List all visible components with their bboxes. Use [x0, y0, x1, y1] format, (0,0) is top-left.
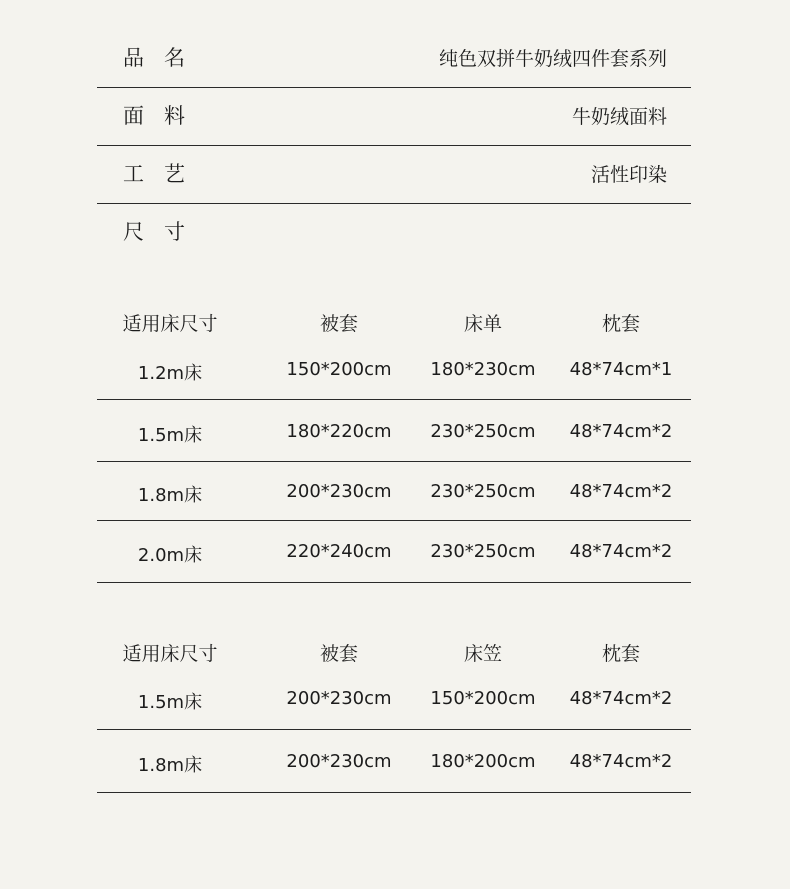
- table-cell: 150*200cm: [286, 359, 392, 380]
- header-cell: 枕套: [601, 643, 641, 665]
- table-row: [97, 345, 691, 400]
- spec-row-size: [97, 204, 691, 261]
- table-row: [97, 462, 691, 521]
- header-cell: 床笠: [463, 643, 503, 665]
- table-row: [97, 675, 691, 730]
- table-header: [97, 630, 691, 675]
- table-cell: 230*250cm: [430, 541, 536, 562]
- table-header: [97, 300, 691, 345]
- table-cell: 150*200cm: [430, 688, 536, 709]
- spec-row-fabric: [97, 88, 691, 146]
- table-cell: 48*74cm*2: [569, 421, 673, 442]
- table-cell: 48*74cm*1: [569, 359, 673, 380]
- header-cell: 枕套: [601, 313, 641, 335]
- spec-value: 纯色双拼牛奶绒四件套系列: [438, 48, 667, 70]
- table-cell: 200*230cm: [286, 688, 392, 709]
- table-row: [97, 521, 691, 583]
- size-table-fitted: [97, 630, 691, 793]
- spec-label: 面料: [123, 104, 205, 128]
- table-cell: 48*74cm*2: [569, 541, 673, 562]
- table-cell: 230*250cm: [430, 481, 536, 502]
- table-cell: 220*240cm: [286, 541, 392, 562]
- table-row: [97, 730, 691, 793]
- table-cell: 1.8m床: [137, 485, 203, 506]
- table-cell: 1.2m床: [137, 363, 203, 384]
- table-cell: 48*74cm*2: [569, 481, 673, 502]
- table-cell: 1.5m床: [137, 692, 203, 713]
- table-cell: 230*250cm: [430, 421, 536, 442]
- spec-list: [97, 30, 691, 261]
- table-cell: 1.5m床: [137, 425, 203, 446]
- table-cell: 2.0m床: [137, 545, 203, 566]
- header-cell: 床单: [463, 313, 503, 335]
- spec-label: 品名: [123, 46, 205, 70]
- table-cell: 200*230cm: [286, 481, 392, 502]
- spec-row-name: [97, 30, 691, 88]
- header-cell: 被套: [319, 313, 359, 335]
- table-row: [97, 400, 691, 462]
- spec-label: 尺寸: [123, 220, 205, 244]
- table-cell: 180*230cm: [430, 359, 536, 380]
- header-cell: 适用床尺寸: [122, 313, 218, 335]
- table-cell: 180*200cm: [430, 751, 536, 772]
- table-cell: 200*230cm: [286, 751, 392, 772]
- table-cell: 48*74cm*2: [569, 688, 673, 709]
- spec-value: 牛奶绒面料: [571, 106, 667, 128]
- spec-row-craft: [97, 146, 691, 204]
- spec-value: 活性印染: [590, 164, 667, 186]
- table-cell: 180*220cm: [286, 421, 392, 442]
- header-cell: 适用床尺寸: [122, 643, 218, 665]
- size-table-sheet: [97, 300, 691, 583]
- spec-label: 工艺: [123, 162, 205, 186]
- table-cell: 48*74cm*2: [569, 751, 673, 772]
- header-cell: 被套: [319, 643, 359, 665]
- table-cell: 1.8m床: [137, 755, 203, 776]
